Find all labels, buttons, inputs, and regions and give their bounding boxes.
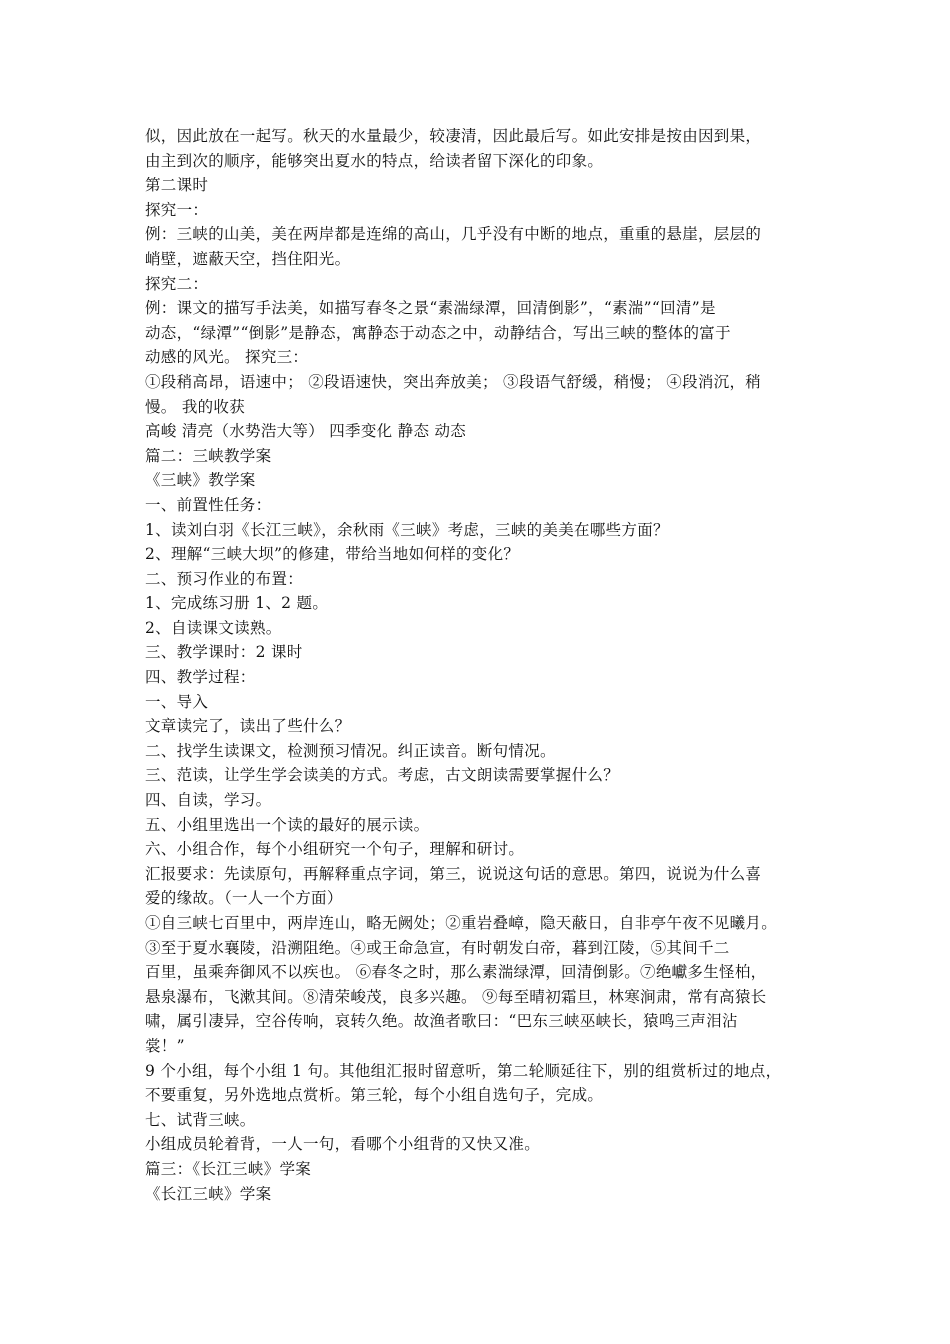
text-line: 例：课文的描写手法美，如描写春冬之景“素湍绿潭，回清倒影”，“素湍”“回清”是 [145, 299, 716, 318]
text-line: 二、预习作业的布置： [145, 569, 304, 588]
text-line: 由主到次的顺序，能够突出夏水的特点，给读者留下深化的印象。 [145, 151, 604, 170]
text-line: 动感的风光。 探究三： [145, 348, 309, 367]
text-line: 第二课时 [145, 176, 209, 195]
text-line: 二、找学生读课文，检测预习情况。纠正读音。断句情况。 [145, 741, 556, 760]
text-line: ①自三峡七百里中，两岸连山，略无阙处；②重岩叠嶂，隐天蔽日，自非亭午夜不见曦月。 [145, 914, 778, 932]
text-line: ③至于夏水襄陵，沿溯阻绝。④或王命急宣，有时朝发白帝，暮到江陵，⑤其间千二 [145, 938, 730, 957]
text-line: 七、试背三峡。 [145, 1110, 256, 1129]
text-line: 一、前置性任务： [145, 495, 272, 514]
text-line: 篇三：《长江三峡》学案 [145, 1159, 312, 1178]
text-line: 小组成员轮着背，一人一句，看哪个小组背的又快又准。 [145, 1135, 541, 1154]
text-line: 篇二：三峡教学案 [145, 446, 272, 465]
text-line: 一、导入 [145, 692, 209, 711]
text-line: ①段稍高昂，语速中； ②段语速快，突出奔放美； ③段语气舒缓，稍慢； ④段消沉，稍 [145, 372, 762, 391]
text-line: 例：三峡的山美，美在两岸都是连绵的高山，几乎没有中断的地点，重重的悬崖，层层的 [145, 225, 762, 244]
text-line: 高峻 清亮（水势浩大等） 四季变化 静态 动态 [145, 422, 467, 441]
text-line: 动态，“绿潭”“倒影”是静态，寓静态于动态之中，动静结合，写出三峡的整体的富于 [145, 323, 731, 342]
text-line: 四、教学过程： [145, 668, 256, 687]
text-line: 《三峡》教学案 [145, 471, 256, 490]
text-line: 不要重复，另外选地点赏析。第三轮，每个小组自选句子，完成。 [145, 1086, 604, 1105]
text-line: 三、教学课时：2 课时 [145, 643, 303, 662]
text-line: 探究二： [145, 274, 209, 293]
text-line: 裳！” [145, 1036, 185, 1055]
text-line: 慢。 我的收获 [145, 397, 246, 416]
text-line: 五、小组里选出一个读的最好的展示读。 [145, 815, 430, 834]
text-line: 三、范读，让学生学会读美的方式。考虑，古文朗读需要掌握什么？ [145, 766, 620, 785]
document-body [145, 124, 825, 1206]
text-line: 百里，虽乘奔御风不以疾也。 ⑥春冬之时，那么素湍绿潭，回清倒影。⑦绝巘多生怪柏， [145, 963, 767, 982]
text-line: 似，因此放在一起写。秋天的水量最少，较凄清，因此最后写。如此安排是按由因到果， [145, 127, 762, 145]
text-line: 2、自读课文读熟。 [145, 618, 282, 637]
text-line: 六、小组合作，每个小组研究一个句子，理解和研讨。 [145, 840, 525, 859]
text-line: 啸，属引凄异，空谷传响，哀转久绝。故渔者歌曰：“巴东三峡巫峡长，猿鸣三声泪沾 [145, 1012, 738, 1031]
text-line: 峭壁，遮蔽天空，挡住阳光。 [145, 249, 351, 268]
text-line: 汇报要求：先读原句，再解释重点字词，第三，说说这句话的意思。第四，说说为什么喜 [145, 864, 762, 883]
text-line: 爱的缘故。（一人一个方面） [145, 889, 343, 908]
text-line: 悬泉瀑布，飞漱其间。⑧清荣峻茂，良多兴趣。 ⑨每至晴初霜旦，林寒涧肃，常有高猿长 [145, 987, 767, 1006]
text-line: 1、完成练习册 1、2 题。 [145, 594, 329, 613]
text-line: 文章读完了，读出了些什么？ [145, 717, 351, 736]
text-line: 2、理解“三峡大坝”的修建，带给当地如何样的变化？ [145, 545, 520, 564]
text-line: 《长江三峡》学案 [145, 1184, 272, 1203]
text-line: 四、自读，学习。 [145, 791, 272, 810]
text-line: 9 个小组，每个小组 1 句。其他组汇报时留意听，第二轮顺延往下，别的组赏析过的地点， [145, 1061, 782, 1080]
text-line: 1、读刘白羽《长江三峡》，余秋雨《三峡》考虑，三峡的美美在哪些方面？ [145, 520, 669, 539]
text-line: 探究一： [145, 200, 209, 219]
